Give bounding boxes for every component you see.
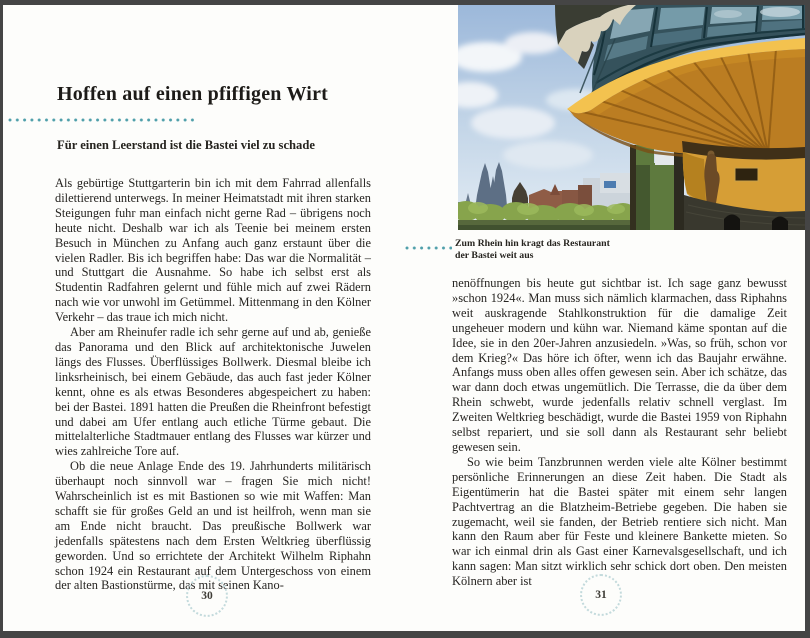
- paragraph: So wie beim Tanzbrunnen werden viele alte Kölner bestimmt persönliche Erinnerungen an diese Zeit haben. Die Stadt als Eigentümerin hat die Bastei später mit einem sehr langen Pachtvertrag an die Blatzheim-Betriebe gegeben. Die haben sie zugemacht, weil sie fanden, der Betrieb rentiere sich nicht. Man kann den Raum aber für Feste und kleinere Bankette mieten. So war ich einmal drin als Gast einer Karnevalsgesellschaft, und ich kann sagen: Man sitzt wirklich sehr schick dort oben. Den meisten Kölnern aber ist: [452, 454, 787, 589]
- paragraph: nenöffnungen bis heute gut sichtbar ist. Ich sage ganz bewusst »schon 1924«. Man muss sich nämlich klarmachen, dass Riphahns weit auskragende Stahlkonstruktion für die damalige Zeit ungeheuer modern und kühn war. Niemand käme spontan auf die Idee, sie in den 20er-Jahren anzusiedeln. »Was, so früh, schon vor dem Krieg?« Das höre ich öfter, wenn ich das Baujahr erwähne. Anfangs muss oben alles offen gewesen sein. Aber ich schätze, das war dann doch etwas ungemütlich. Die Terrasse, die da über dem Rhein schwebt, wurde jedenfalls relativ schnell verglast. Im Zweiten Weltkrieg beschädigt, wurde die Bastei 1959 von Riphahn selbst repariert, und sie soll dann als Restaurant sehr beliebt gewesen sein.: [452, 276, 787, 454]
- chapter-subtitle: Für einen Leerstand ist die Bastei viel zu schade: [57, 138, 315, 152]
- photo-caption: [455, 238, 665, 262]
- body-text-right: [452, 276, 787, 589]
- spread-pages: [3, 5, 805, 631]
- paragraph: Als gebürtige Stuttgarterin bin ich mit dem Fahrrad allenfalls dilettierend unterwegs. In meiner Heimatstadt mit ihren starken Steigungen fuhr man einfach nicht gerne Rad – übrigens noch heute nicht. Deshalb war ich als Teenie bei meinem ersten Besuch in München zu Anfang auch ganz erstaunt über die vielen Radler. Bis ich begriffen habe: Das war die Normalität – und Stuttgart die Ausnahme. So habe ich selbst erst als Studentin Radfahren gelernt und fühle mich auf zwei Rädern nach wie vor unwohl im Getümmel. Mittenmang in den Kölner Verkehr – das traue ich mich nicht.: [55, 176, 371, 325]
- bastei-photo-illustration: [458, 5, 805, 230]
- title-dotted-rule: [8, 118, 194, 122]
- paragraph: Ob die neue Anlage Ende des 19. Jahrhunderts militärisch überhaupt noch sinnvoll war – fragen Sie mich nicht! Wahrscheinlich ist es mit Bastionen so wie mit Waffen: Man schafft sie für großes Geld an und ist heilfroh, wenn man sie am Ende nicht braucht. Das preußische Bollwerk war jedenfalls spätestens nach dem Ersten Weltkrieg überflüssig geworden. Und so errichtete der Architekt Wilhelm Riphahn schon 1924 ein Restaurant auf dem Untergeschoss von einem der alten Bastionstürme, das mit seinen Kano-: [55, 459, 371, 593]
- page-number-badge: [580, 574, 622, 616]
- page-number: 31: [595, 589, 607, 601]
- photo-caption-line1: Zum Rhein hin kragt das Restaurant: [455, 238, 610, 249]
- page-number-badge: [186, 575, 228, 617]
- paragraph: Aber am Rheinufer radle ich sehr gerne auf und ab, genieße das Panorama und den Blick auf architektonische Juwelen längs des Flusses. Überflüssiges Bollwerk. Diesmal bleibe ich linksrheinisch, bei einem Gebäude, das auch fast jeder Kölner kennt, ohne es als etwas Besonderes abgespeichert zu haben: bei der Bastei. 1891 hatten die Preußen die Rheinfront befestigt und dabei am Ufer entlang auch etliche Türme gebaut. Die mittelalterliche Stadtmauer entlang des Flusses war kürzer und wies zahlreiche Tore auf.: [55, 325, 371, 459]
- body-text-left: [55, 176, 371, 593]
- page-number: 30: [201, 590, 213, 602]
- page-right: [405, 5, 805, 631]
- caption-dotted-rule: [405, 246, 452, 250]
- page-left: [3, 5, 405, 631]
- photo-caption-line2: der Bastei weit aus: [455, 249, 534, 261]
- bastei-photo: [458, 5, 805, 230]
- chapter-title: Hoffen auf einen pfiffigen Wirt: [57, 83, 329, 105]
